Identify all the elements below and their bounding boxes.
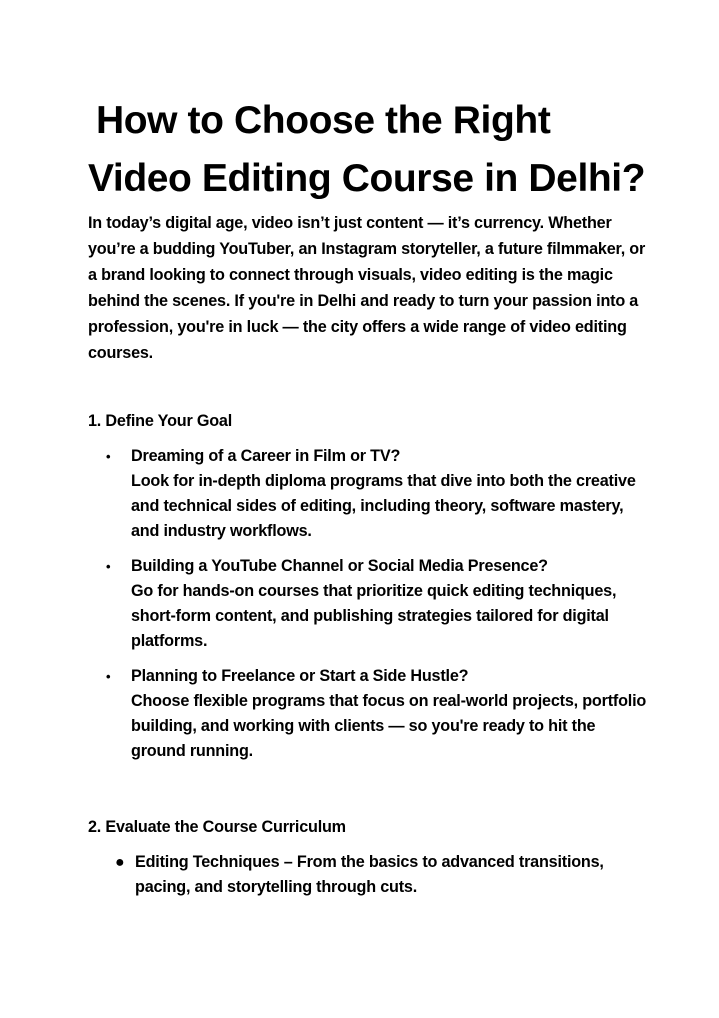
list-item — [88, 444, 648, 544]
list-item-text: Look for in-depth diploma programs that dive into both the creative and technical sides of editing, including theory, software mastery, and industry workflows. — [131, 472, 636, 540]
list-item-text: Editing Techniques – From the basics to advanced transitions, pacing, and storytelling through cuts. — [135, 853, 604, 896]
list-item — [88, 850, 648, 900]
title-line-1: How to Choose the Right — [96, 99, 551, 142]
title-line-2: Video Editing Course in Delhi? — [88, 157, 646, 200]
list-item — [88, 554, 648, 654]
list-item-text: Go for hands-on courses that prioritize quick editing techniques, short-form content, and publishing strategies tailored for digital platforms. — [131, 582, 617, 650]
bullet-icon: ● — [115, 854, 125, 871]
section-heading-define-goal: 1. Define Your Goal — [88, 412, 233, 430]
page-title — [88, 92, 688, 208]
bullet-icon: • — [106, 449, 111, 464]
list-item-heading: Planning to Freelance or Start a Side Hustle? — [131, 667, 469, 685]
list-item-heading: Building a YouTube Channel or Social Media Presence? — [131, 557, 548, 575]
bullet-icon: • — [106, 669, 111, 684]
section-heading-curriculum: 2. Evaluate the Course Curriculum — [88, 818, 346, 836]
list-item-text: Choose flexible programs that focus on real-world projects, portfolio building, and working with clients — so you're ready to hit the ground running. — [131, 692, 647, 760]
intro-paragraph: In today’s digital age, video isn’t just content — it’s currency. Whether you’re a budding YouTuber, an Instagram storyteller, a future filmmaker, or a brand looking to connect through visuals, video editing is the magic behind the scenes. If you're in Delhi and ready to turn your passion into a profession, you're in luck — the city offers a wide range of video editing courses. — [88, 214, 646, 362]
goal-list — [88, 444, 648, 774]
bullet-icon: • — [106, 559, 111, 574]
list-item — [88, 664, 648, 764]
curriculum-list — [88, 850, 648, 910]
list-item-heading: Dreaming of a Career in Film or TV? — [131, 447, 401, 465]
